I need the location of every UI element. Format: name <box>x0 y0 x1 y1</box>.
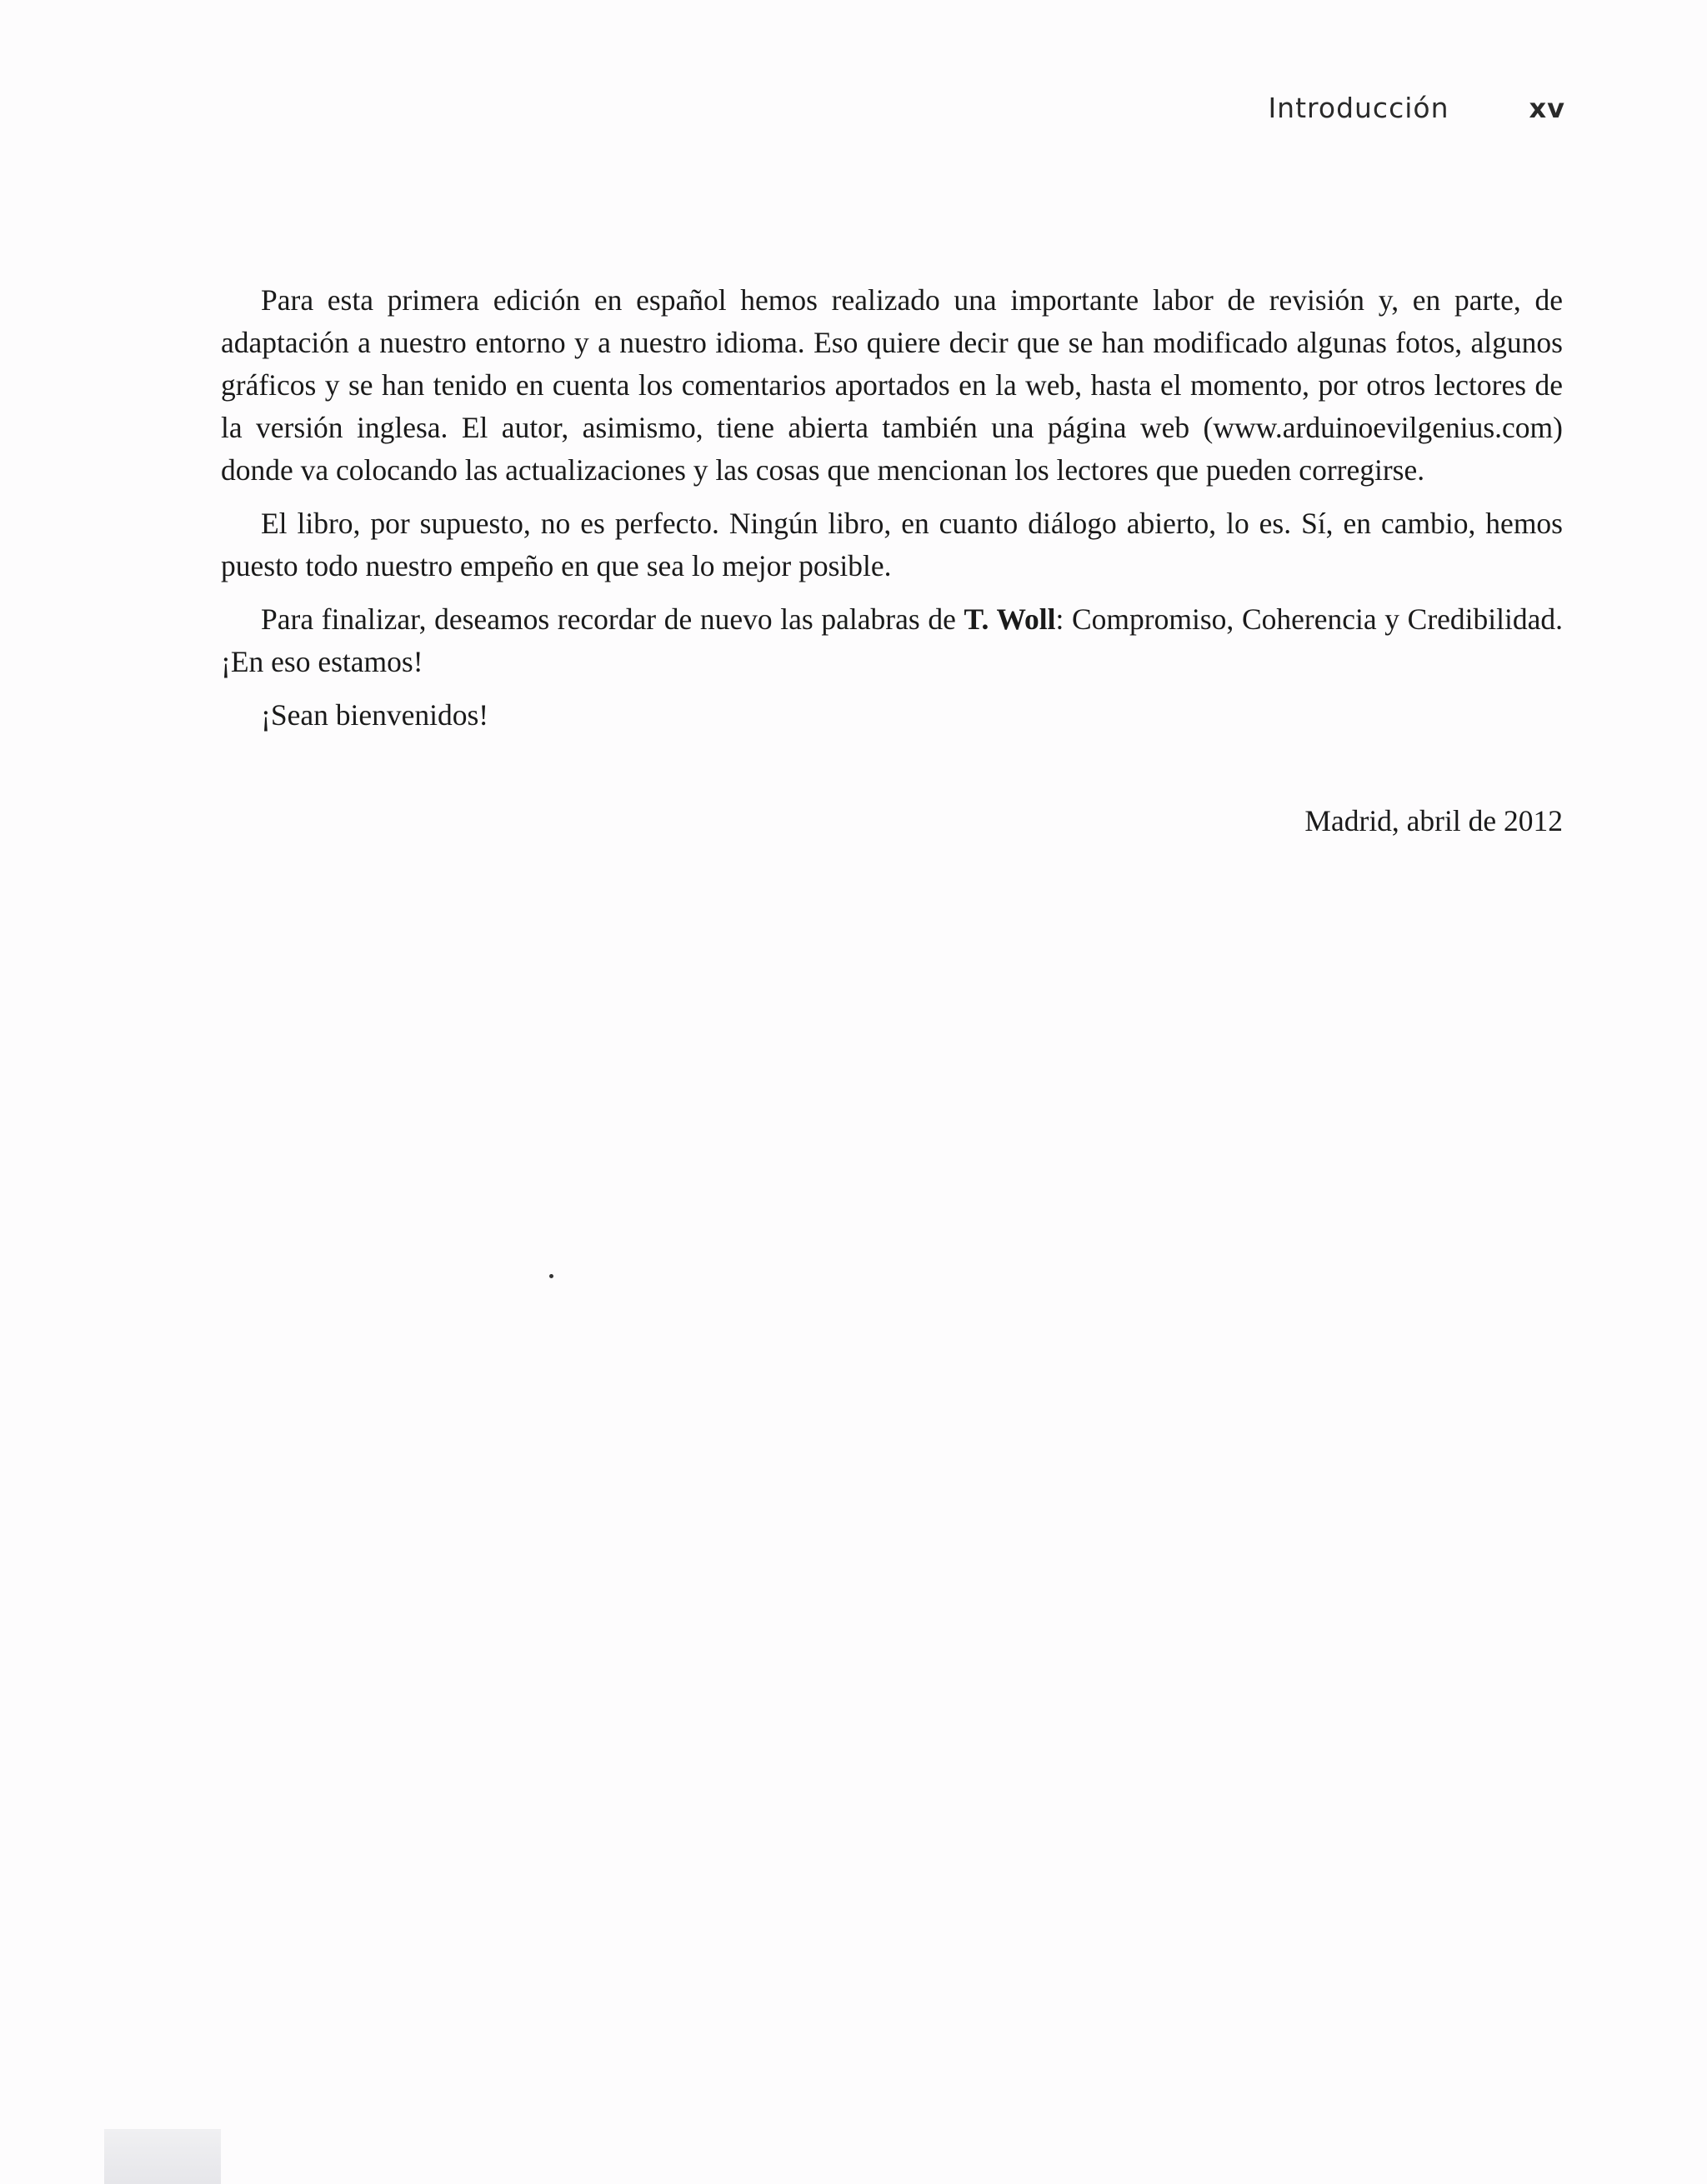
running-header <box>1268 92 1565 124</box>
page-number: xv <box>1529 92 1565 124</box>
scan-smudge <box>104 2129 221 2184</box>
scan-speck <box>549 1274 553 1278</box>
paragraph-closing <box>221 598 1563 683</box>
paragraph-not-perfect: El libro, por supuesto, no es perfecto. Ningún libro, en cuanto diálogo abierto, lo es. Sí, en cambio, hemos puesto todo nuestro empeño en que sea lo mejor posible. <box>221 507 1563 582</box>
body-text <box>221 279 1563 747</box>
paragraph-closing-start: Para finalizar, deseamos recordar de nuevo las palabras de <box>261 602 964 636</box>
paragraph-closing-end: : Compromiso, Coherencia y Credibilidad. ¡En eso estamos! <box>221 602 1564 678</box>
paragraph-revision: Para esta primera edición en español hemos realizado una importante labor de revisión y, en parte, de adaptación a nuestro entorno y a nuestro idioma. Eso quiere decir que se han modificado algunas fotos, algunos gráficos y se han tenido en cuenta los comentarios aportados en la web, hasta el momento, por otros lectores de la versión inglesa. El autor, asimismo, tiene abierta también una página web (www.arduinoevilgenius.com) donde va colocando las actualizaciones y las cosas que mencionan los lectores que pueden corregirse. <box>221 283 1563 487</box>
author-name: T. Woll <box>964 602 1056 636</box>
paragraph-welcome: ¡Sean bienvenidos! <box>261 698 489 732</box>
header-section-title: Introducción <box>1268 92 1449 124</box>
signature-place-date: Madrid, abril de 2012 <box>1304 804 1563 837</box>
